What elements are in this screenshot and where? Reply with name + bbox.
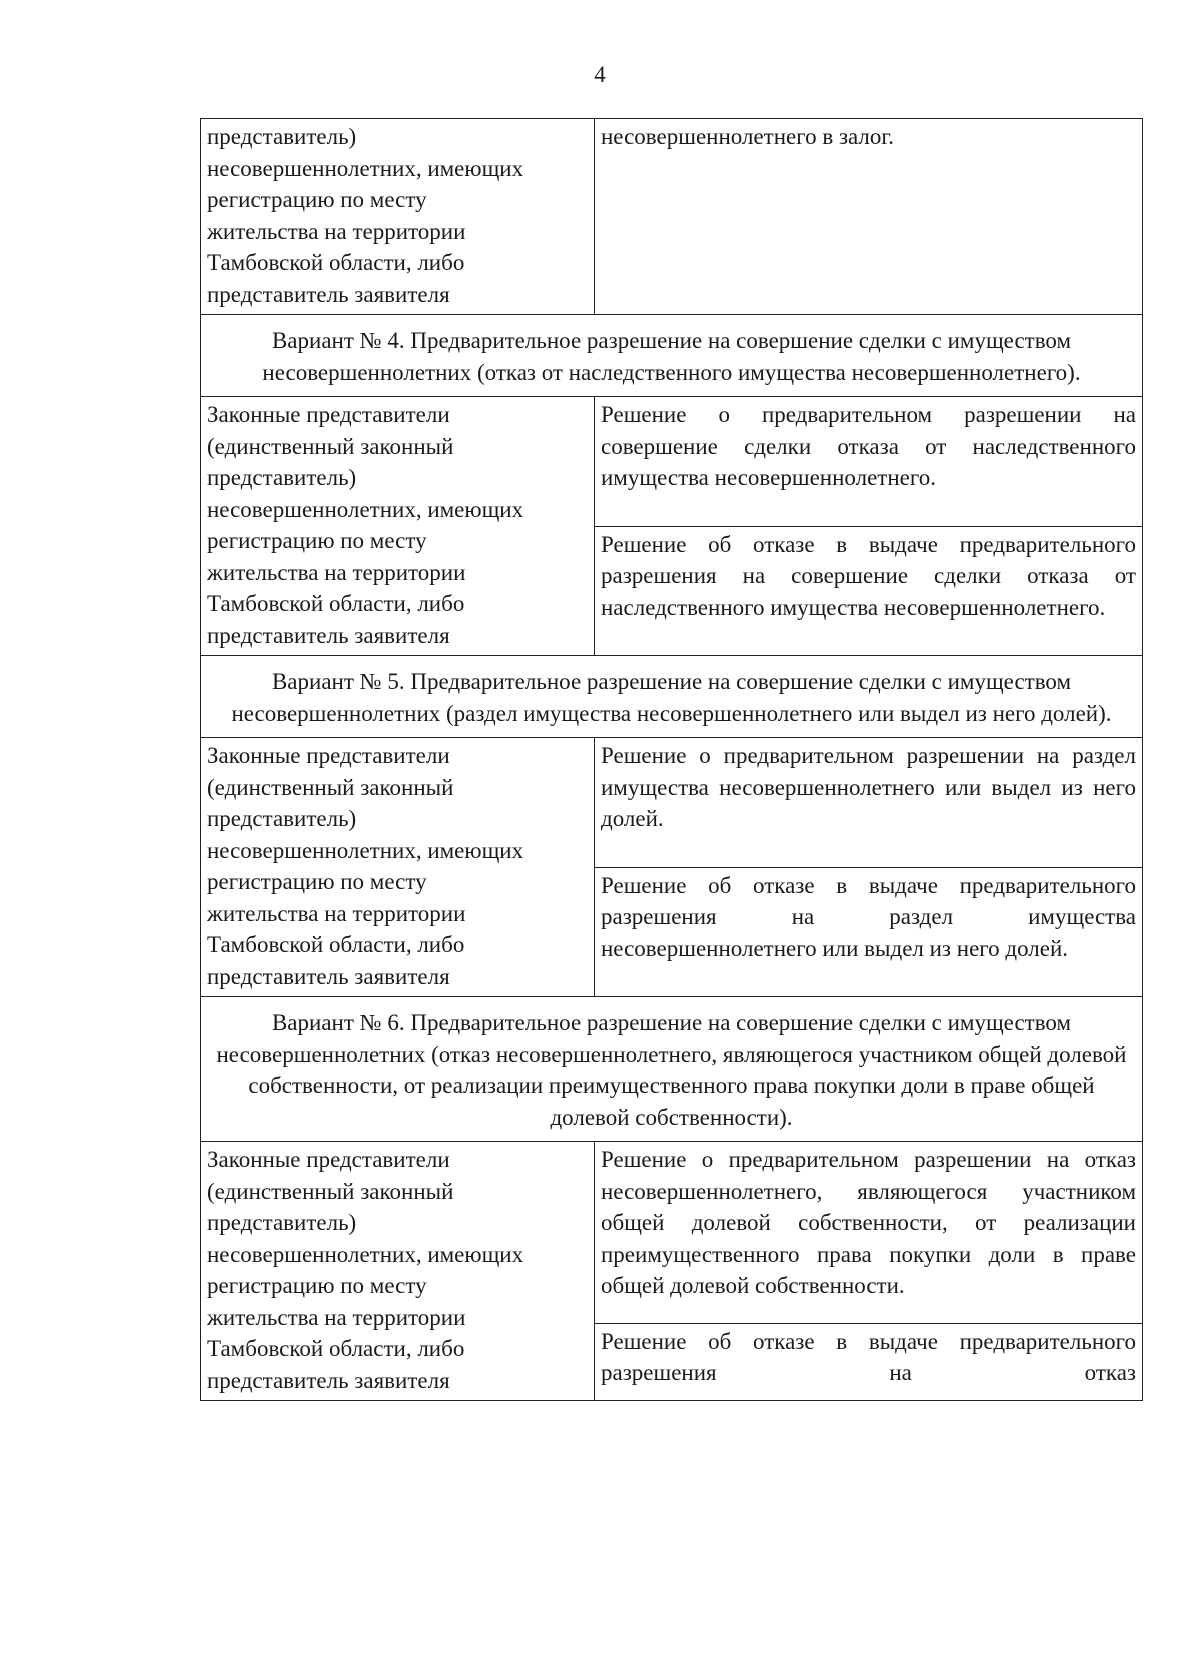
applicant-cell: Законные представители (единственный законный представитель) несовершеннолетних, имеющих регистрацию по месту жительства на территории Тамбовской области, либо представитель заявителя bbox=[201, 738, 595, 997]
result-cell-positive: Решение о предварительном разрешении на отказ несовершеннолетнего, являющегося участником общей долевой собственности, от реализации преимущественного права покупки доли в праве общей долевой собственности. bbox=[595, 1142, 1143, 1324]
table-row bbox=[201, 1142, 1143, 1324]
result-cell-refusal: Решение об отказе в выдаче предварительного разрешения на раздел имущества несовершеннолетнего или выдел из него долей. bbox=[595, 867, 1143, 997]
variant-header-row bbox=[201, 997, 1143, 1142]
variant-4-title: Вариант № 4. Предварительное разрешение на совершение сделки с имуществом несовершеннолетних (отказ от наследственного имущества несовершеннолетнего). bbox=[201, 315, 1143, 397]
result-cell-positive: Решение о предварительном разрешении на совершение сделки отказа от наследственного имущества несовершеннолетнего. bbox=[595, 397, 1143, 527]
variant-5-title: Вариант № 5. Предварительное разрешение на совершение сделки с имуществом несовершеннолетних (раздел имущества несовершеннолетнего или выдел из него долей). bbox=[201, 656, 1143, 738]
result-cell: несовершеннолетнего в залог. bbox=[595, 119, 1143, 315]
variant-6-title: Вариант № 6. Предварительное разрешение на совершение сделки с имуществом несовершеннолетних (отказ несовершеннолетнего, являющегося участником общей долевой собственности, от реализации преимущественного права покупки доли в праве общей долевой собственности). bbox=[201, 997, 1143, 1142]
table-row bbox=[201, 397, 1143, 527]
variant-header-row bbox=[201, 656, 1143, 738]
result-cell-positive: Решение о предварительном разрешении на раздел имущества несовершеннолетнего или выдел из него долей. bbox=[595, 738, 1143, 868]
table-row bbox=[201, 738, 1143, 868]
variants-table bbox=[200, 118, 1143, 1401]
result-cell-refusal: Решение об отказе в выдаче предварительного разрешения на совершение сделки отказа от наследственного имущества несовершеннолетнего. bbox=[595, 526, 1143, 656]
applicant-cell: Законные представители (единственный законный представитель) несовершеннолетних, имеющих регистрацию по месту жительства на территории Тамбовской области, либо представитель заявителя bbox=[201, 397, 595, 656]
table-row bbox=[201, 119, 1143, 315]
applicant-cell: Законные представители (единственный законный представитель) несовершеннолетних, имеющих регистрацию по месту жительства на территории Тамбовской области, либо представитель заявителя bbox=[201, 1142, 595, 1401]
page-number: 4 bbox=[594, 62, 606, 87]
result-cell-refusal: Решение об отказе в выдаче предварительного разрешения на отказ bbox=[595, 1323, 1143, 1400]
variant-header-row bbox=[201, 315, 1143, 397]
applicant-cell: представитель) несовершеннолетних, имеющих регистрацию по месту жительства на территории Тамбовской области, либо представитель заявителя bbox=[201, 119, 595, 315]
